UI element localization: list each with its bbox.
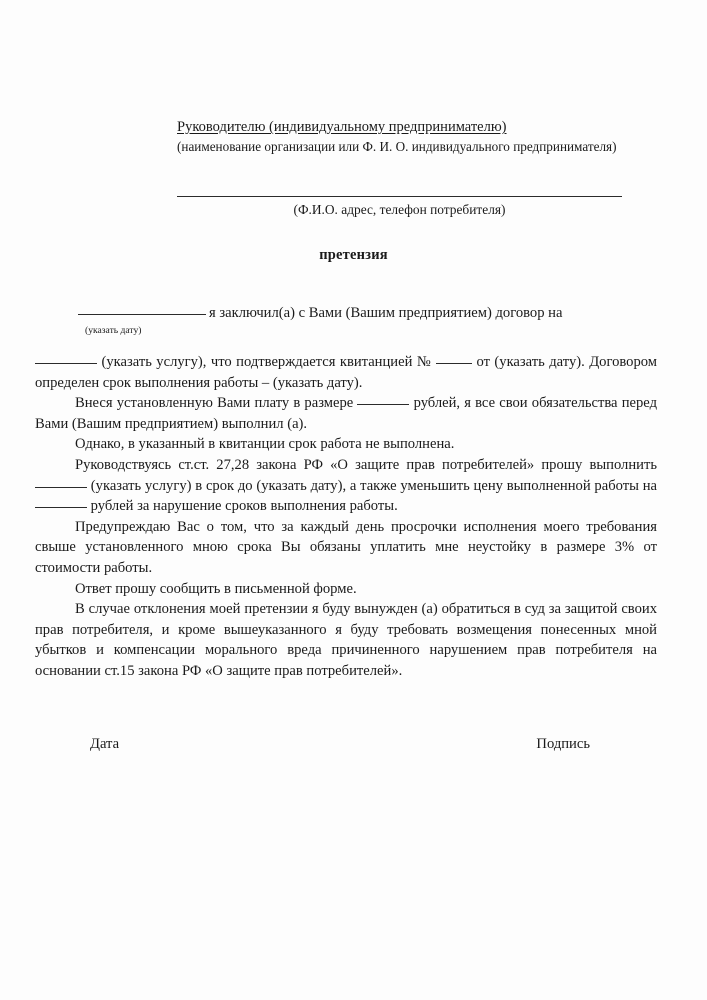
signature-label: Подпись	[536, 736, 590, 752]
service-blank-field-2[interactable]	[35, 487, 87, 488]
amount-blank-field-2[interactable]	[35, 507, 87, 508]
paragraph-1-part-b: от (указать дату). Договором определен срок выполнения работы – (указать дату).	[35, 354, 658, 391]
paragraph-3: Однако, в указанный в квитанции срок работа не выполнена.	[75, 436, 455, 453]
addressee-block	[177, 118, 622, 157]
consumer-details-caption: (Ф.И.О. адрес, телефон потребителя)	[293, 202, 506, 217]
paragraph-4-part-a: Руководствуясь ст.ст. 27,28 закона РФ «О защите прав потребителей» прошу выполнить	[75, 456, 657, 473]
paragraph-2-part-b: рублей, я все свои обязательства перед Вами (Вашим предприятием) выполнил (а).	[35, 395, 657, 432]
paragraph-2-part-a: Внеся установленную Вами плату в размере	[75, 395, 354, 412]
paragraph-4	[35, 455, 657, 517]
date-hint-label: (указать дату)	[85, 325, 142, 336]
paragraph-1-part-a: (указать услугу), что подтверждается квитанцией №	[101, 354, 432, 370]
signature-row	[90, 736, 590, 753]
opening-row	[35, 303, 655, 323]
paragraph-4-part-c: рублей за нарушение сроков выполнения работы.	[90, 498, 398, 515]
opening-block	[35, 303, 655, 336]
paragraph-7: В случае отклонения моей претензии я буду вынужден (а) обратиться в суд за защитой своих прав потребителя, и кроме вышеуказанного я буду требовать возмещения понесенных мной убытков и компенсации морального вреда причиненного нарушением прав потребителя на основании ст.15 закона РФ «О защите прав потребителей».	[35, 601, 657, 679]
addressee-note: (наименование организации или Ф. И. О. индивидуального предпринимателя)	[177, 139, 617, 154]
paragraph-5: Предупреждаю Вас о том, что за каждый день просрочки исполнения моего требования свыше установленного мною срока Вы обязаны уплатить мне неустойку в размере 3% от стоимости работы.	[35, 518, 657, 576]
paragraph-1	[35, 352, 657, 393]
service-blank-field-1[interactable]	[35, 363, 97, 364]
amount-blank-field-1[interactable]	[357, 404, 409, 405]
date-blank-field[interactable]	[78, 314, 206, 315]
date-label: Дата	[90, 736, 120, 752]
addressee-main-line: Руководителю (индивидуальному предпринимателю)	[177, 119, 507, 135]
paragraph-6: Ответ прошу сообщить в письменной форме.	[75, 580, 357, 597]
page-title: претензия	[319, 247, 388, 263]
receipt-number-blank-field[interactable]	[436, 363, 472, 364]
opening-text: я заключил(а) с Вами (Вашим предприятием) договор на	[209, 305, 563, 321]
consumer-details-rule	[177, 196, 622, 197]
paragraph-2	[35, 393, 657, 434]
body-text	[35, 352, 657, 682]
paragraph-4-part-b: (указать услугу) в срок до (указать дату), а также уменьшить цену выполненной работы на	[90, 477, 657, 494]
consumer-details-block	[177, 196, 622, 219]
